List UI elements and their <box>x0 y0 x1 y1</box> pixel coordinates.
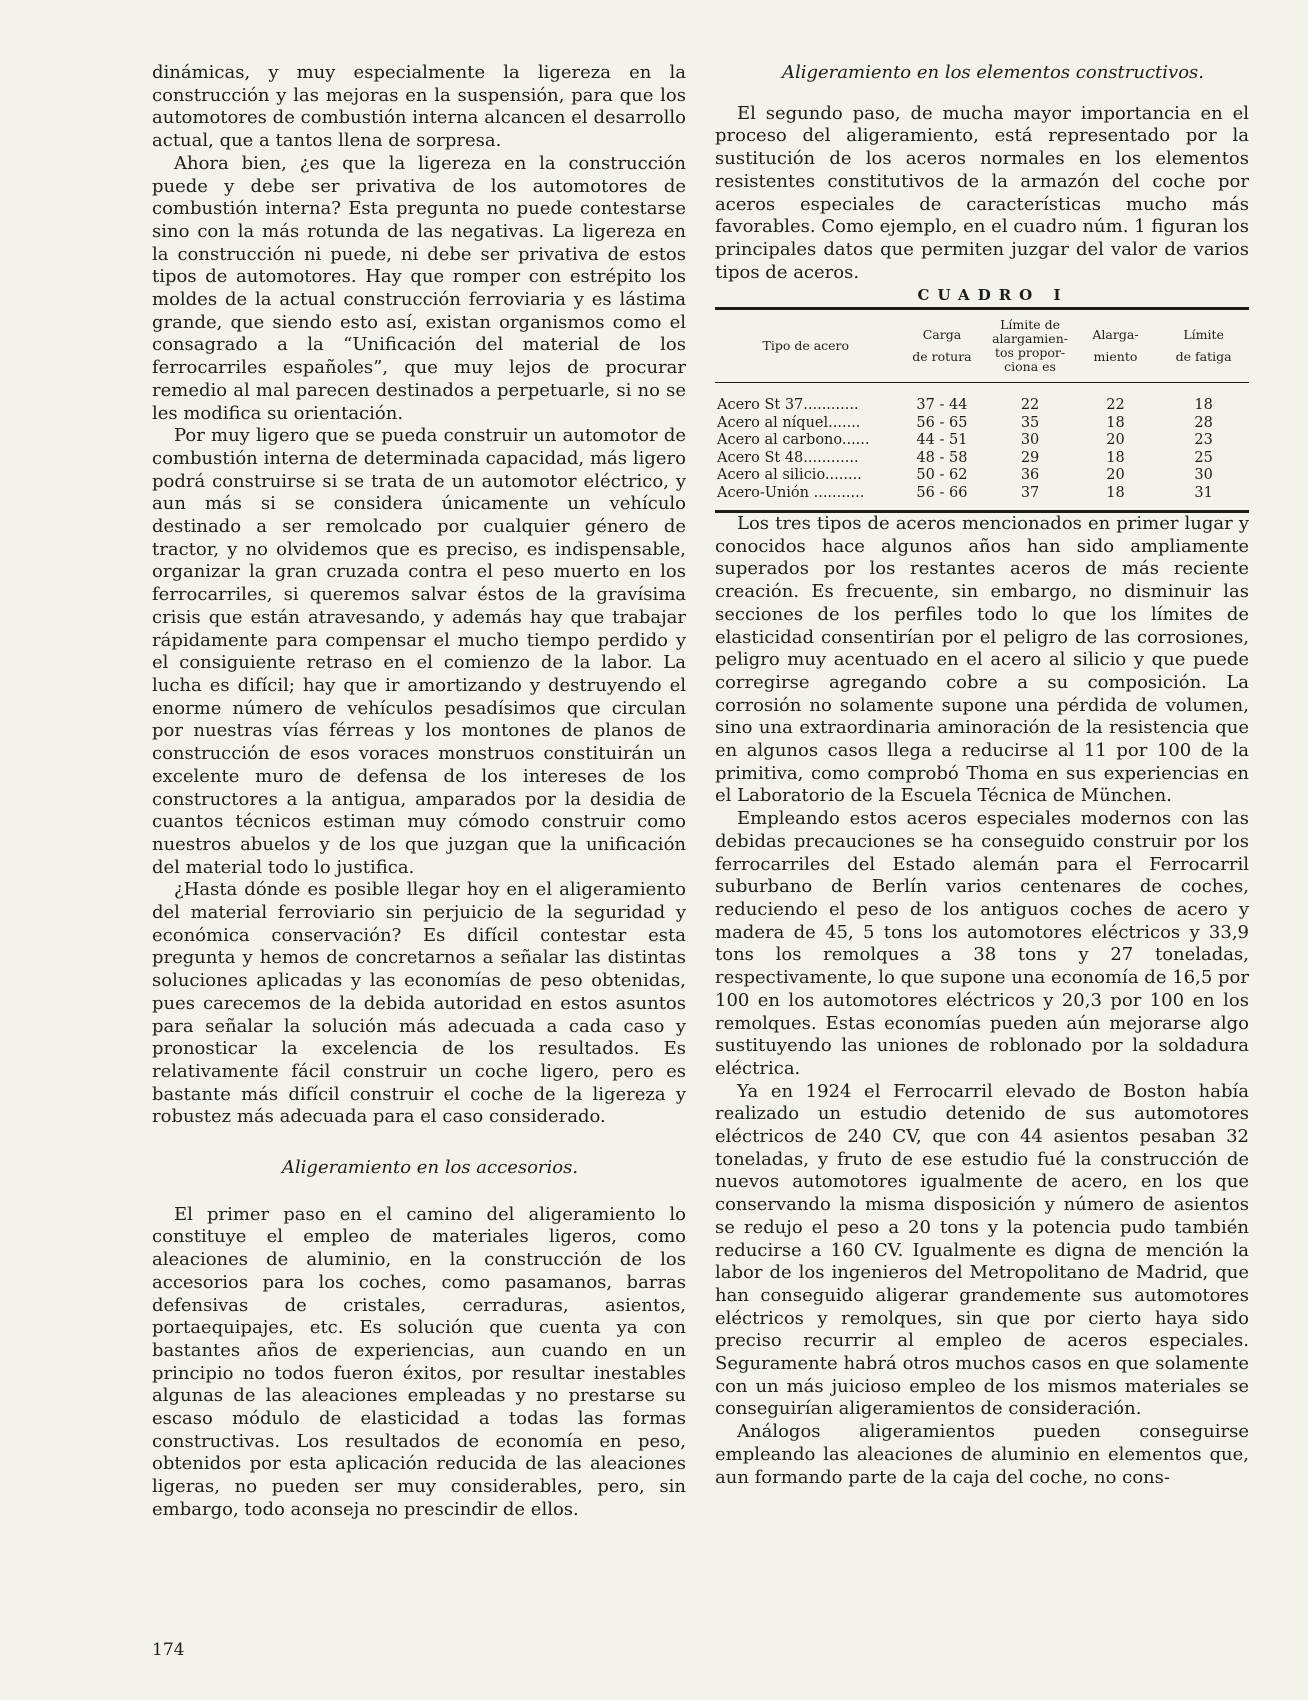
paragraph: Empleando estos aceros especiales modernos con las debidas precauciones se ha conseguido construir por los ferrocarriles del Estado alemán para el Ferrocarril suburbano de Berlín varios centenares de coches, reduciendo el peso de los antiguos coches de acero y madera de 45, 5 tons los automotores eléctricos y 33,9 tons los remolques a 38 tons y 27 toneladas, respectivamente, lo que supone una economía de 16,5 por 100 en los automotores eléctricos y 20,3 por 100 en los remolques. Estas economías pueden aún mejorarse algo sustituyendo las uniones de roblonado por la soldadura eléctrica. <box>715 808 1249 1079</box>
cell-alargamiento: 22 <box>1106 397 1125 414</box>
cell-carga: 48 - 58 <box>916 449 968 466</box>
cell-carga: 37 - 44 <box>916 397 968 414</box>
table-title: CUADRO I <box>917 286 1069 305</box>
header-carga-bottom: de rotura <box>912 349 972 365</box>
table-row <box>715 383 1249 415</box>
cell-limite: 37 <box>1020 484 1040 501</box>
table-header-row <box>715 309 1249 383</box>
cell-carga: 50 - 62 <box>916 467 968 484</box>
cell-fatiga: 28 <box>1194 414 1213 431</box>
cell-carga: 56 - 66 <box>916 484 968 501</box>
header-carga <box>897 309 988 383</box>
header-limite-alargamiento: Límite de alargamien-tos propor-ciona es <box>987 309 1072 383</box>
page-number: 174 <box>152 1640 185 1660</box>
cell-name: Acero St 37............ <box>717 397 859 414</box>
table-row <box>715 467 1249 485</box>
header-alarga-top: Alarga- <box>1092 327 1139 343</box>
paragraph: Análogos aligeramientos pueden conseguirse empleando las aleaciones de aluminio en elementos que, aun formando parte de la caja del coche, no cons- <box>715 1421 1249 1488</box>
cell-fatiga: 18 <box>1194 397 1213 414</box>
cell-limite: 22 <box>1020 397 1040 414</box>
paragraph: Ahora bien, ¿es que la ligereza en la construcción puede y debe ser privativa de los automotores de combustión interna? Esta pregunta no puede contestarse sino con la más rotunda de las negativas. La ligereza en la construcción ni puede, ni debe ser privativa de estos tipos de automotores. Hay que romper con estrépito los moldes de la actual construcción ferroviaria y es lástima grande, que siendo esto así, existan organismos como el consagrado a la “Unificación del material de los ferrocarriles españoles”, que muy lejos de procurar remedio al mal parecen destinados a perpetuarle, si no se les modifica su orientación. <box>152 152 686 424</box>
header-alarga-bottom: miento <box>1093 349 1138 365</box>
section-heading: Aligeramiento en los elementos constructivos. <box>781 62 1205 83</box>
cell-name: Acero al carbono...... <box>717 432 870 449</box>
header-alargamiento <box>1073 309 1158 383</box>
paragraph: El primer paso en el camino del aligeramiento lo constituye el empleo de materiales ligeros, como aleaciones de aluminio, en la construcción de los accesorios para los coches, como pasamanos, barras defensivas de cristales, cerraduras, asientos, portaequipajes, etc. Es solución que cuenta ya con bastantes años de experiencias, aun cuando en un principio no todos fueron éxitos, por resultar inestables algunas de las aleaciones empleadas y no prestarse su escaso módulo de elasticidad a todas las formas constructivas. Los resultados de economía en peso, obtenidos por esta aplicación reducida de las aleaciones ligeras, no pueden ser muy considerables, pero, sin embargo, todo aconseja no prescindir de ellos. <box>152 1203 686 1520</box>
paragraph: Ya en 1924 el Ferrocarril elevado de Boston había realizado un estudio detenido de sus automotores eléctricos de 240 CV, que con 44 asientos pesaban 32 toneladas, y fruto de ese estudio fué la construcción de nuevos automotores igualmente de acero, en los que conservando la misma disposición y número de asientos se redujo el peso a 20 tons y la potencia pudo también reducirse a 160 CV. Igualmente es digna de mención la labor de los ingenieros del Metropolitano de Madrid, que han conseguido aligerar grandemente sus automotores eléctricos y remolques, sin que por cierto haya sido preciso recurrir al empleo de aceros especiales. Seguramente habrá otros muchos casos en que solamente con un más juicioso empleo de los mismos materiales se conseguirían aligeramientos de consideración. <box>715 1080 1249 1420</box>
cell-alargamiento: 18 <box>1106 484 1125 501</box>
table-row <box>715 432 1249 450</box>
cell-limite: 30 <box>1020 432 1040 449</box>
paragraph: ¿Hasta dónde es posible llegar hoy en el aligeramiento del material ferroviario sin perjuicio de la seguridad y económica conservación? Es difícil contestar esta pregunta y hemos de concretarnos a señalar las distintas soluciones aplicadas y las economías de peso obtenidas, pues carecemos de la debida autoridad en estos asuntos para señalar la solución más adecuada a cada caso y pronosticar la excelencia de los resultados. Es relativamente fácil construir un coche ligero, pero es bastante más difícil construir el coche de la ligereza y robustez más adecuada para el caso considerado. <box>152 879 686 1128</box>
header-carga-top: Carga <box>922 327 962 343</box>
table-row <box>715 415 1249 433</box>
cell-name: Acero al silicio........ <box>717 467 862 484</box>
paragraph: Por muy ligero que se pueda construir un automotor de combustión interna de determinada capacidad, más ligero podrá construirse si se trata de un automotor eléctrico, y aun más si se considera únicamente un vehículo destinado a ser remolcado por cualquier género de tractor, y no olvidemos que es preciso, es indispensable, organizar la gran cruzada contra el peso muerto en los ferrocarriles, si queremos salvar éstos de la gravísima crisis que están atravesando, y además hay que trabajar rápidamente para compensar el mucho tiempo perdido y el consiguiente retraso en el comienzo de la labor. La lucha es difícil; hay que ir amortizando y destruyendo el enorme número de vehículos pesadísimos que circulan por nuestras vías férreas y los montones de planos de construcción de esos voraces monstruos constituirán un excelente muro de defensa de los intereses de los constructores a la antigua, amparados por la desidia de cuantos técnicos estiman muy cómodo construir como nuestros abuelos y de los que juzgan que la unificación del material todo lo justifica. <box>152 425 686 878</box>
cell-limite: 35 <box>1020 414 1040 431</box>
header-fatiga <box>1158 309 1249 383</box>
cell-carga: 56 - 65 <box>916 414 968 431</box>
cell-alargamiento: 20 <box>1106 467 1125 484</box>
table-row <box>715 450 1249 468</box>
cell-alargamiento: 18 <box>1106 414 1125 431</box>
cell-fatiga: 25 <box>1194 449 1213 466</box>
cell-name: Acero St 48............ <box>717 449 859 466</box>
cell-name: Acero al níquel....... <box>717 414 861 431</box>
cell-limite: 29 <box>1020 449 1040 466</box>
cell-alargamiento: 18 <box>1106 449 1125 466</box>
table-row <box>715 485 1249 512</box>
steel-types-table <box>715 307 1249 513</box>
header-fatiga-top: Límite <box>1183 327 1224 343</box>
cell-fatiga: 23 <box>1194 432 1213 449</box>
cell-name: Acero-Unión ........... <box>717 484 865 501</box>
left-column <box>152 62 686 1522</box>
section-heading: Aligeramiento en los accesorios. <box>281 1157 579 1179</box>
cell-limite: 36 <box>1020 467 1040 484</box>
cell-carga: 44 - 51 <box>916 432 968 449</box>
cell-fatiga: 30 <box>1194 467 1213 484</box>
paragraph: El segundo paso, de mucha mayor importancia en el proceso del aligeramiento, está representado por la sustitución de los aceros normales en los elementos resistentes constitutivos de la armazón del coche por aceros especiales de características mucho más favorables. Como ejemplo, en el cuadro núm. 1 figuran los principales datos que permiten juzgar del valor de varios tipos de aceros. <box>715 102 1249 283</box>
paragraph: dinámicas, y muy especialmente la ligereza en la construcción y las mejoras en la suspensión, para que los automotores de combustión interna alcancen el desarrollo actual, que a tantos llena de sorpresa. <box>152 62 686 152</box>
cell-fatiga: 31 <box>1194 484 1213 501</box>
cell-alargamiento: 20 <box>1106 432 1125 449</box>
header-fatiga-bottom: de fatiga <box>1175 349 1232 365</box>
right-column <box>715 62 1249 1489</box>
paragraph: Los tres tipos de aceros mencionados en primer lugar y conocidos hace algunos años han sido ampliamente superados por los restantes aceros de más reciente creación. Es frecuente, sin embargo, no disminuir las secciones de los perfiles todo lo que los límites de elasticidad consentirían por el peligro de las corrosiones, peligro muy acentuado en el acero al silicio y que puede corregirse agregando cobre a su composición. La corrosión no solamente supone una pérdida de volumen, sino una extraordinaria aminoración de la resistencia que en algunos casos llega a reducirse al 11 por 100 de la primitiva, como comprobó Thoma en sus experiencias en el Laboratorio de la Escuela Técnica de München. <box>715 513 1249 807</box>
header-tipo: Tipo de acero <box>715 309 897 383</box>
